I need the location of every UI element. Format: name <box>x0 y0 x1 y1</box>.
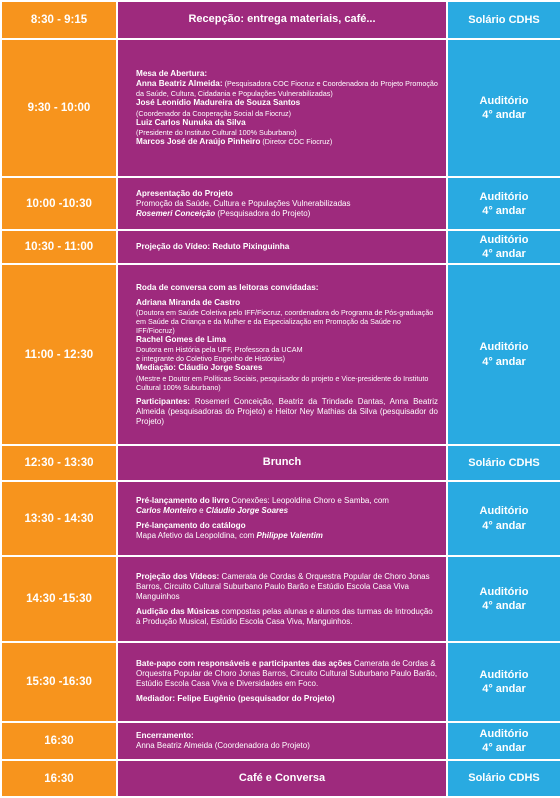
activity-text: Conexões: Leopoldina Choro e Samba, com <box>229 495 389 505</box>
participants-text: Rosemeri Conceição, Beatriz da Trindade Dantas, Anna Beatriz Almeida (pesquisadoras do Projeto) e Heitor Ney Mathias da Silva (pesquisador do Projeto) <box>136 396 438 426</box>
schedule-row <box>2 265 560 444</box>
speaker-name: Adriana Miranda de Castro <box>136 297 241 307</box>
conjunction: e <box>196 506 206 516</box>
location-cell <box>448 643 560 721</box>
activity-cell <box>118 40 446 177</box>
location-name: Auditório <box>479 190 529 203</box>
activity-heading: Encerramento: <box>136 730 194 740</box>
mediator-name: Mediador: Felipe Eugênio (pesquisador do Projeto) <box>136 694 335 704</box>
speaker-name: Philippe Valentim <box>256 531 323 541</box>
time-cell: 9:30 - 10:00 <box>2 40 116 177</box>
schedule-row <box>2 557 560 641</box>
time-cell: 15:30 -16:30 <box>2 643 116 721</box>
location-name: Solário CDHS <box>468 13 540 26</box>
location-cell <box>448 446 560 480</box>
location-floor: 4° andar <box>482 519 526 532</box>
location-name: Solário CDHS <box>468 772 540 785</box>
activity-title: Brunch <box>118 446 446 480</box>
activity-title: Café e Conversa <box>118 761 446 796</box>
activity-cell <box>118 723 446 760</box>
time-cell: 10:00 -10:30 <box>2 178 116 229</box>
location-name: Auditório <box>479 94 529 107</box>
location-cell <box>448 231 560 263</box>
location-floor: 4° andar <box>482 204 526 217</box>
speaker-name: Rachel Gomes de Lima <box>136 335 227 345</box>
schedule-row <box>2 178 560 229</box>
time-cell: 13:30 - 14:30 <box>2 482 116 555</box>
schedule-row <box>2 40 560 177</box>
speaker-name: Rosemeri Conceição <box>136 208 216 218</box>
activity-cell <box>118 265 446 444</box>
location-name: Auditório <box>479 668 529 681</box>
speaker-name: Luiz Carlos Nunuka da Silva <box>136 117 246 127</box>
time-cell: 10:30 - 11:00 <box>2 231 116 263</box>
time-cell: 16:30 <box>2 761 116 796</box>
location-cell <box>448 761 560 796</box>
speaker-name: José Leonídio Madureira de Souza Santos <box>136 98 301 108</box>
time-cell: 11:00 - 12:30 <box>2 265 116 444</box>
speaker-description: (Pesquisadora COC Fiocruz e Coordenadora do Projeto Promoção da Saúde, Cultura, Cidadania e Populações Vulnerabilizadas) <box>136 79 438 99</box>
speaker-name: Anna Beatriz Almeida: <box>136 79 223 89</box>
schedule-row <box>2 643 560 721</box>
speaker-description: (Diretor COC Fiocruz) <box>260 136 333 146</box>
location-cell <box>448 265 560 444</box>
activity-cell <box>118 557 446 641</box>
location-cell <box>448 40 560 177</box>
activity-heading: Bate-papo com responsáveis e participantes das ações <box>136 659 352 669</box>
activity-title: Projeção do Vídeo: Reduto Pixinguinha <box>136 241 290 251</box>
activity-text: Mapa Afetivo da Leopoldina, com <box>136 531 257 541</box>
schedule-row <box>2 231 560 263</box>
activity-cell <box>118 482 446 555</box>
location-name: Auditório <box>479 341 529 354</box>
location-name: Auditório <box>479 505 529 518</box>
speaker-description: (Coordenador da Cooperação Social da Fiocruz) <box>136 108 292 118</box>
activity-text: Anna Beatriz Almeida (Coordenadora do Projeto) <box>136 741 310 751</box>
location-cell <box>448 2 560 38</box>
speaker-description: (Mestre e Doutor em Políticas Sociais, pesquisador do projeto e Vice-presidente do Instituto Cultural 100% Suburbano) <box>136 373 429 392</box>
location-floor: 4° andar <box>482 355 526 368</box>
activity-text: Camerata de Cordas & Orquestra Popular de Choro Jonas Barros, Circuito Cultural Suburbano Paulo Barão e Estúdio Escola Casa Viva Manguinhos <box>136 571 430 601</box>
activity-heading: Roda de conversa com as leitoras convidadas: <box>136 282 319 292</box>
activity-heading: Pré-lançamento do catálogo <box>136 521 246 531</box>
activity-heading: Pré-lançamento do livro <box>136 495 230 505</box>
activity-title: Recepção: entrega materiais, café... <box>118 2 446 38</box>
time-cell: 8:30 - 9:15 <box>2 2 116 38</box>
speaker-description: e integrante do Coletivo Engenho de Histórias) <box>136 354 286 364</box>
speaker-description: (Presidente do Instituto Cultural 100% Suburbano) <box>136 127 297 137</box>
time-cell: 12:30 - 13:30 <box>2 446 116 480</box>
location-floor: 4° andar <box>482 248 526 261</box>
activity-heading: Apresentação do Projeto <box>136 188 233 198</box>
location-name: Auditório <box>479 727 529 740</box>
location-cell <box>448 557 560 641</box>
speaker-name: Marcos José de Araújo Pinheiro <box>136 136 261 146</box>
activity-text: Camerata de Cordas & Orquestra Popular de Choro Jonas Barros, Circuito Cultural Suburbano Paulo Barão, Estúdio Escola Casa Viva e Diversidades em Foco. <box>136 659 438 689</box>
activity-cell <box>118 178 446 229</box>
location-cell <box>448 178 560 229</box>
location-floor: 4° andar <box>482 109 526 121</box>
participants-label: Participantes: <box>136 396 191 406</box>
speaker-description: (Pesquisadora do Projeto) <box>215 208 311 218</box>
speaker-name: Cláudio Jorge Soares <box>205 506 289 516</box>
activity-text: Promoção da Saúde, Cultura e Populações Vulnerabilizadas <box>136 198 351 208</box>
location-name: Solário CDHS <box>468 457 540 470</box>
location-floor: 4° andar <box>482 600 526 613</box>
location-cell <box>448 482 560 555</box>
activity-heading: Audição das Músicas <box>136 606 220 616</box>
schedule-row <box>2 482 560 555</box>
speaker-description: Doutora em História pela UFF, Professora da UCAM <box>136 345 303 355</box>
activity-text: compostas pelas alunas e alunos das turmas de Introdução à Produção Musical, Estúdio Escola Casa Viva, Manguinhos. <box>136 606 433 626</box>
location-cell <box>448 723 560 760</box>
schedule-row <box>2 2 560 38</box>
schedule-row <box>2 446 560 480</box>
time-cell: 14:30 -15:30 <box>2 557 116 641</box>
time-cell: 16:30 <box>2 723 116 760</box>
location-floor: 4° andar <box>482 741 526 754</box>
activity-heading: Mesa de Abertura: <box>136 68 208 78</box>
mediator-name: Mediação: Cláudio Jorge Soares <box>136 363 263 373</box>
location-floor: 4° andar <box>482 682 526 695</box>
location-name: Auditório <box>479 585 529 598</box>
activity-cell <box>118 231 446 263</box>
schedule-row <box>2 723 560 760</box>
speaker-name: Carlos Monteiro <box>136 506 197 516</box>
schedule-row <box>2 761 560 796</box>
activity-cell <box>118 643 446 721</box>
location-name: Auditório <box>479 233 529 246</box>
activity-heading: Projeção dos Vídeos: <box>136 571 220 581</box>
speaker-description: (Doutora em Saúde Coletiva pelo IFF/Fiocruz, coordenadora do Programa de Pós-graduação em Saúde da Criança e da Mulher e da Especialização em Promoção da Saúde no IFF/Fiocruz) <box>136 308 434 336</box>
